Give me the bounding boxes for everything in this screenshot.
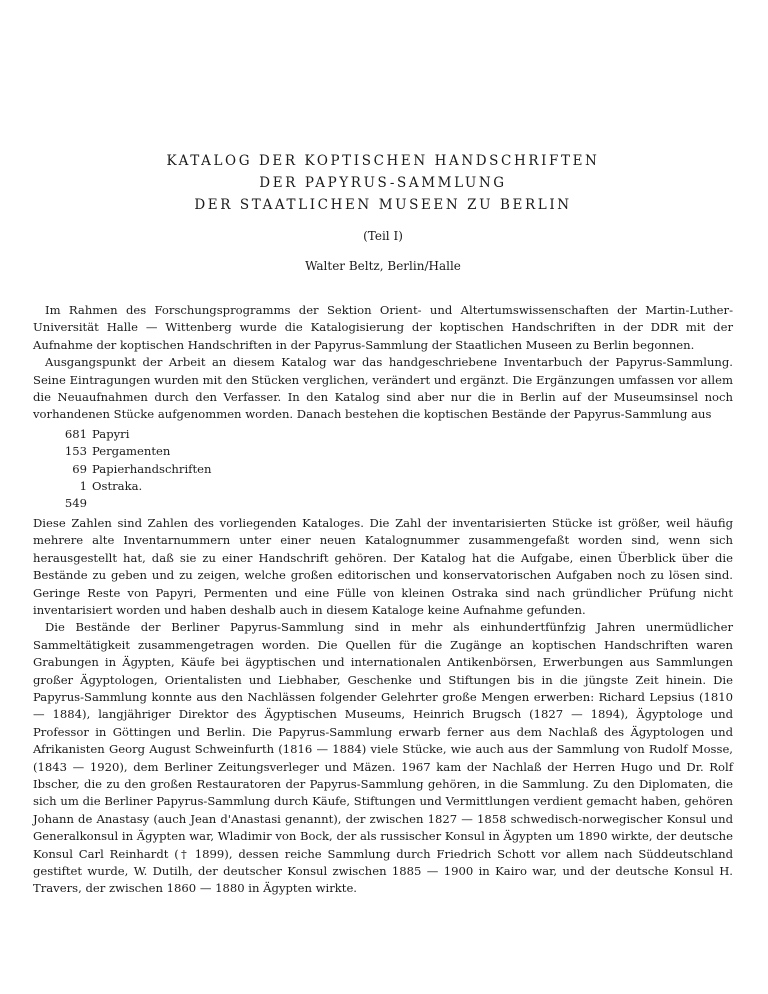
inventory-label: Papierhandschriften [92,461,212,476]
title-line-3: DER STAATLICHEN MUSEEN ZU BERLIN [194,197,572,213]
inventory-label: Ostraka. [92,479,143,494]
title-line-1: KATALOG DER KOPTISCHEN HANDSCHRIFTEN [166,153,600,169]
page [33,150,733,898]
inventory-label: Papyri [92,426,130,441]
inventory-item [57,478,733,513]
inventory-count: 1 549 [64,479,87,511]
inventory-item [57,461,733,478]
inventory-count: 681 [64,426,87,441]
article-body [33,302,733,898]
inventory-list [57,426,733,513]
paragraph-4: Die Bestände der Berliner Papyrus-Sammlung sind in mehr als einhundertfünfzig Jahren unermüdlicher Sammeltätigkeit zusammengetragen worden. Die Quellen für die Zugänge an koptischen Handschriften waren Grabungen in Ägypten, Käufe bei ägyptischen und internationalen Antikenbörsen, Erwerbungen aus Sammlungen großer Ägyptologen, Orientalisten und Liebhaber, Geschenke und Stiftungen bis in die jüngste Zeit hinein. Die Papyrus-Sammlung konnte aus den Nachlässen folgender Gelehrter große Mengen erwerben: Richard Lepsius (1810 — 1884), langjähriger Direktor des Ägyptischen Museums, Heinrich Brugsch (1827 — 1894), Ägyptologe und Professor in Göttingen und Berlin. Die Papyrus-Sammlung erwarb ferner aus dem Nachlaß des Ägyptologen und Afrikanisten Georg August Schweinfurth (1816 — 1884) viele Stücke, wie auch aus der Sammlung von Rudolf Mosse, (1843 — 1920), dem Berliner Zeitungsverleger und Mäzen. 1967 kam der Nachlaß der Herren Hugo und Dr. Rolf Ibscher, die zu den großen Restauratoren der Papyrus-Sammlung gehören, in die Sammlung. Zu den Diplomaten, die sich um die Berliner Papyrus-Sammlung durch Käufe, Stiftungen und Vermittlungen verdient gemacht haben, gehören Johann de Anastasy (auch Jean d'Anastasi genannt), der zwischen 1827 — 1858 schwedisch-norwegischer Konsul und Generalkonsul in Ägypten war, Wladimir von Bock, der als russischer Konsul in Ägypten um 1890 wirkte, der deutsche Konsul Carl Reinhardt († 1899), dessen reiche Sammlung durch Friedrich Schott vor allem nach Süddeutschland gestiftet wurde, W. Dutilh, der deutscher Konsul zwischen 1885 — 1900 in Kairo war, und der deutsche Konsul H. Travers, der zwischen 1860 — 1880 in Ägypten wirkte. [33,620,733,896]
paragraph-2: Ausgangspunkt der Arbeit an diesem Katalog war das handgeschriebene Inventarbuch der Papyrus-Sammlung. Seine Eintragungen wurden mit den Stücken verglichen, verändert und ergänzt. Die Ergänzungen umfassen vor allem die Neuaufnahmen durch den Verfasser. In den Katalog sind aber nur die in Berlin auf der Museumsinsel noch vorhandenen Stücke aufgenommen worden. Danach bestehen die koptischen Bestände der Papyrus-Sammlung aus [33,355,733,422]
part-label: (Teil I) [363,229,403,243]
inventory-item [57,426,733,443]
inventory-item [57,443,733,460]
inventory-count: 153 [64,444,87,459]
paragraph-3: Diese Zahlen sind Zahlen des vorliegenden Kataloges. Die Zahl der inventarisierten Stücke ist größer, weil häufig mehrere alte Inventarnummern unter einer neuen Katalognummer zusammengefaßt worden sind, wenn sich herausgestellt hat, daß sie zu einer Handschrift gehören. Der Katalog hat die Aufgabe, einen Überblick über die Bestände zu geben und zu zeigen, welche großen editorischen und konservatorischen Aufgaben noch zu lösen sind. Geringe Reste von Papyri, Permenten und eine Fülle von kleinen Ostraka sind nach gründlicher Prüfung nicht inventarisiert worden und haben deshalb auch in diesem Kataloge keine Aufnahme gefunden. [33,515,733,617]
title-line-2: DER PAPYRUS-SAMMLUNG [259,175,507,191]
inventory-label: Pergamenten [92,444,171,459]
author-line: Walter Beltz, Berlin/Halle [305,259,461,273]
inventory-count: 69 [72,461,87,476]
article-title [33,150,733,216]
paragraph-1: Im Rahmen des Forschungsprogramms der Sektion Orient- und Altertumswissenschaften der Martin-Luther-Universität Halle — Wittenberg wurde die Katalogisierung der koptischen Handschriften in der DDR mit der Aufnahme der koptischen Handschriften in der Papyrus-Sammlung der Staatlichen Museen zu Berlin begonnen. [33,303,733,352]
